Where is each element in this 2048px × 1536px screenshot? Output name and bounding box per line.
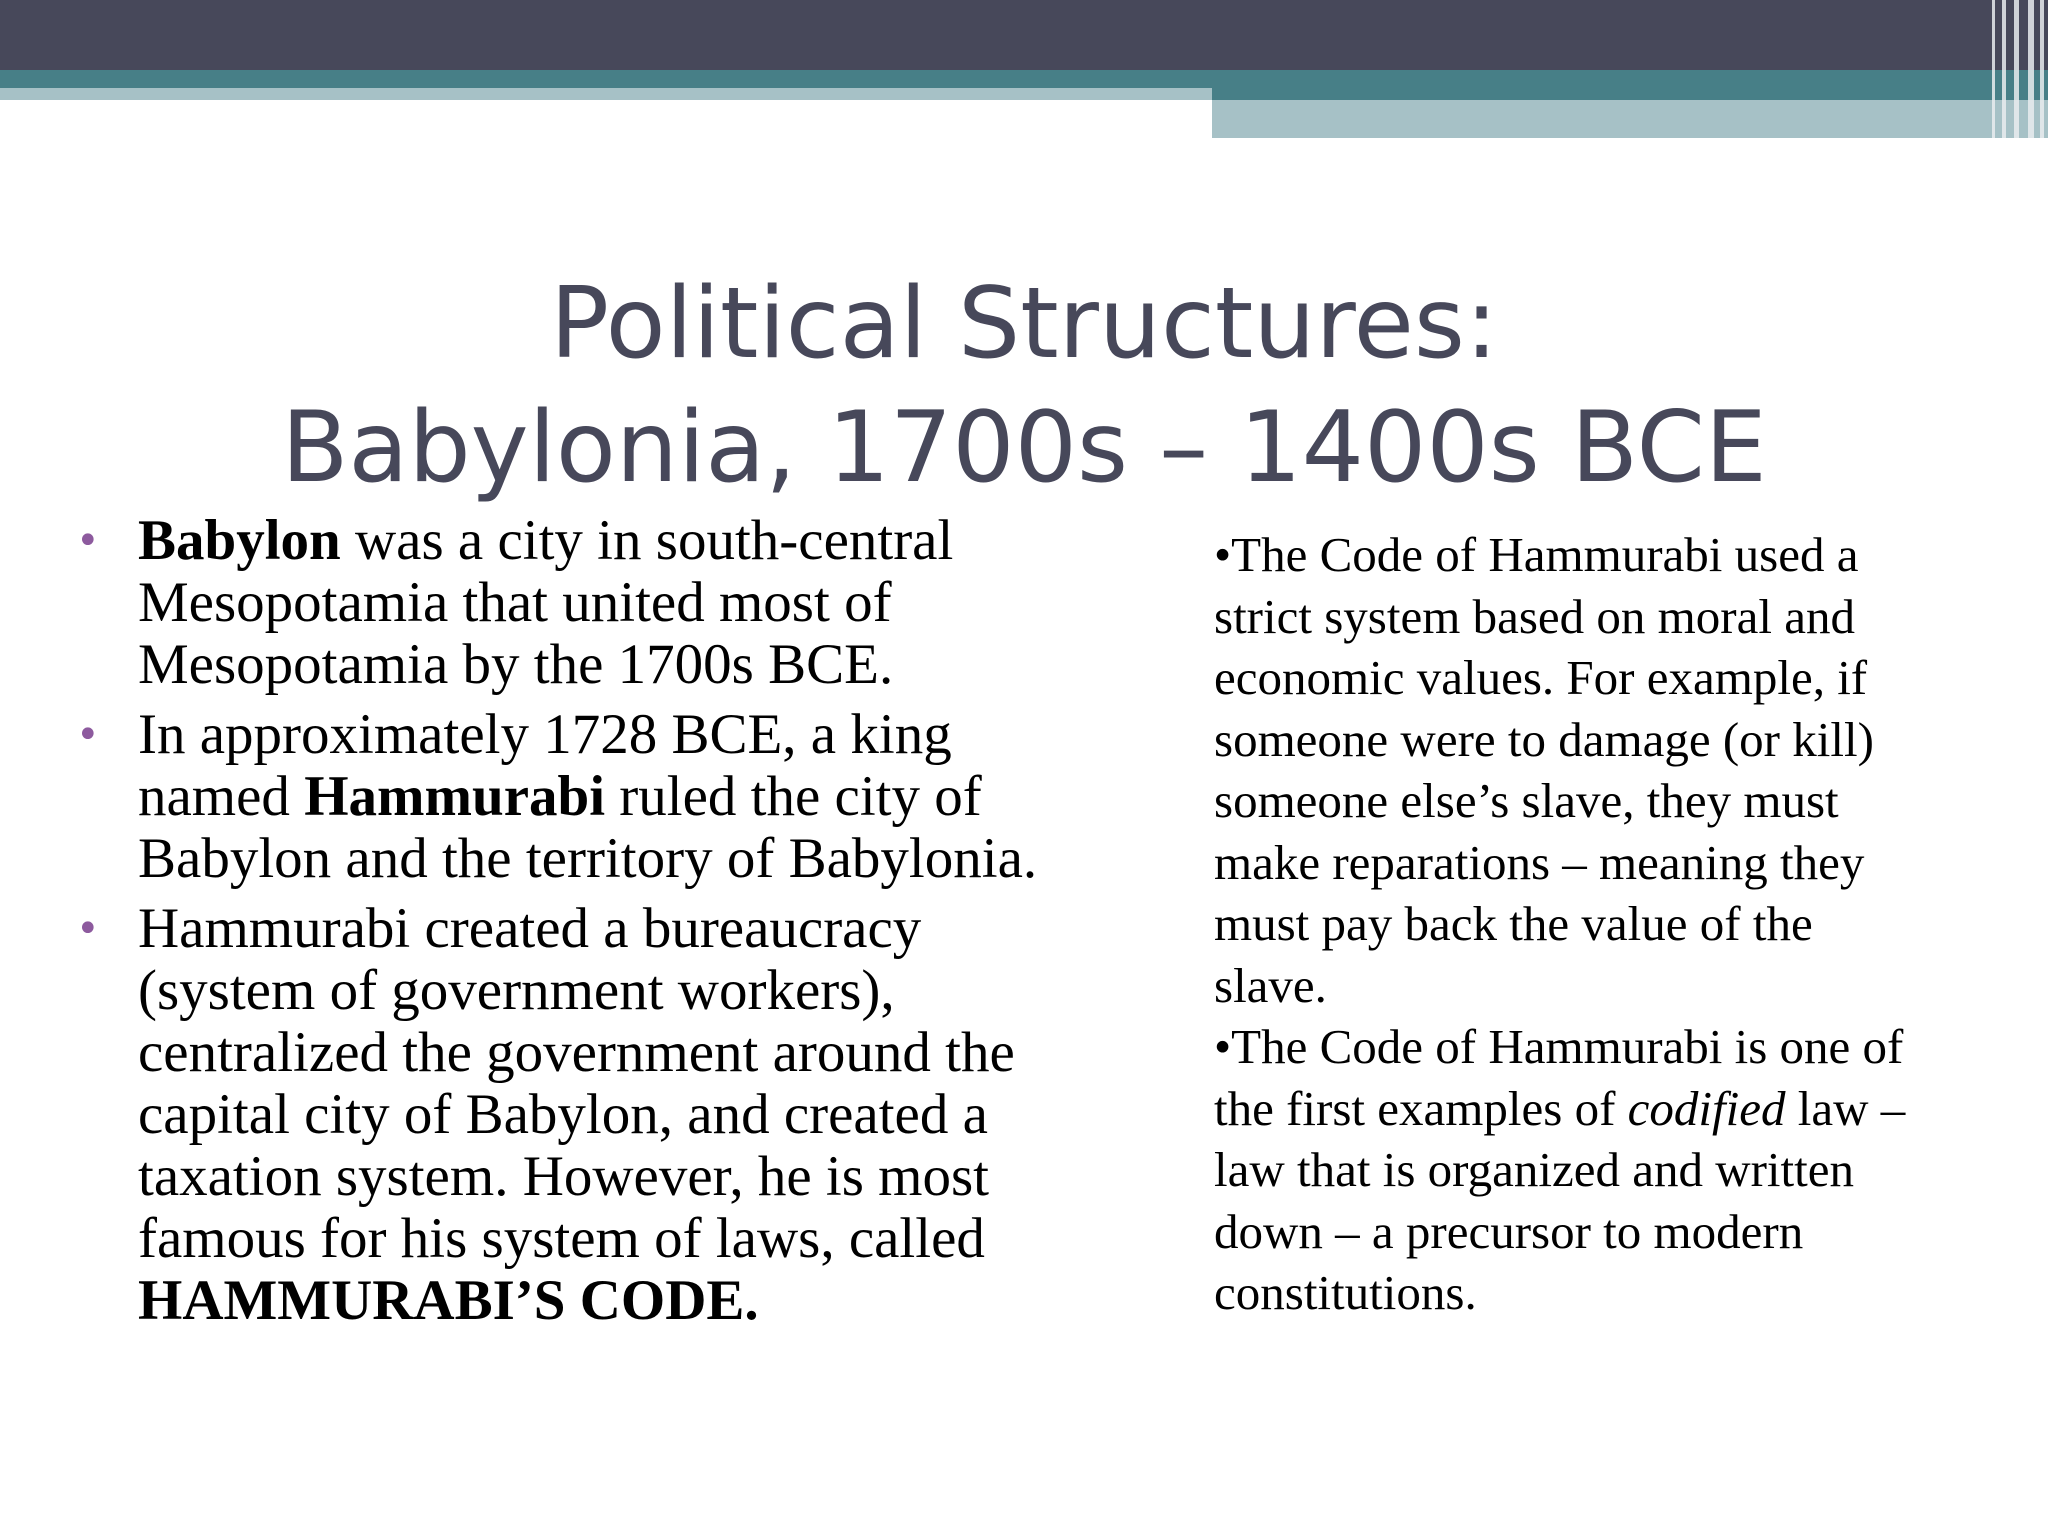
stripe bbox=[2002, 0, 2006, 138]
left-bullet-list bbox=[76, 510, 1076, 1340]
paragraph-italic-text: codified bbox=[1627, 1080, 1786, 1136]
header-bar-light-left bbox=[0, 88, 1212, 100]
right-paragraph-code-values bbox=[1214, 524, 1934, 1016]
bullet-item-hammurabi-king bbox=[76, 704, 1076, 890]
stripe bbox=[2040, 0, 2044, 138]
right-paragraph-codified-law bbox=[1214, 1016, 1934, 1324]
paragraph-text: •The Code of Hammurabi is one of the first examples of bbox=[1214, 1019, 1904, 1136]
stripe bbox=[2028, 0, 2034, 138]
bullet-text: was a city in south-central Mesopotamia that united most of Mesopotamia by the 1700s BCE. bbox=[138, 509, 954, 696]
bullet-dot-icon: • bbox=[76, 906, 100, 952]
bullet-bold-text: HAMMURABI’S CODE. bbox=[138, 1269, 759, 1332]
bullet-text: In approximately 1728 BCE, a king named bbox=[138, 703, 952, 828]
bullet-item-babylon bbox=[76, 510, 1076, 696]
stripe bbox=[1992, 0, 1995, 138]
paragraph-text: •The Code of Hammurabi used a strict system based on moral and economic values. For example, if someone were to damage (or kill) someone else’s slave, they must make reparations – meaning they must pay back the value of the slave. bbox=[1214, 527, 1874, 1013]
bullet-bold-text: Babylon bbox=[138, 509, 341, 572]
bullet-bold-text: Hammurabi bbox=[304, 765, 606, 828]
title-line-1: Political Structures: bbox=[550, 267, 1498, 381]
bullet-item-bureaucracy bbox=[76, 898, 1076, 1332]
paragraph-text: law – law that is organized and written down – a precursor to modern constitutions. bbox=[1214, 1080, 1906, 1320]
stripe bbox=[2014, 0, 2019, 138]
header-bar-light bbox=[1212, 100, 2048, 138]
title-line-2: Babylonia, 1700s – 1400s BCE bbox=[281, 391, 1767, 505]
slide-title bbox=[120, 262, 1928, 510]
header-stripes bbox=[1982, 0, 2048, 138]
right-text-column bbox=[1214, 524, 1934, 1324]
bullet-dot-icon: • bbox=[76, 712, 100, 758]
bullet-dot-icon: • bbox=[76, 518, 100, 564]
header-bar-dark bbox=[0, 0, 2048, 70]
bullet-text: Hammurabi created a bureaucracy (system of government workers), centralized the government around the capital city of Babylon, and created a taxation system. However, he is most famous for his system of laws, called bbox=[138, 897, 1015, 1270]
bullet-text: ruled the city of Babylon and the territory of Babylonia. bbox=[138, 765, 1038, 890]
